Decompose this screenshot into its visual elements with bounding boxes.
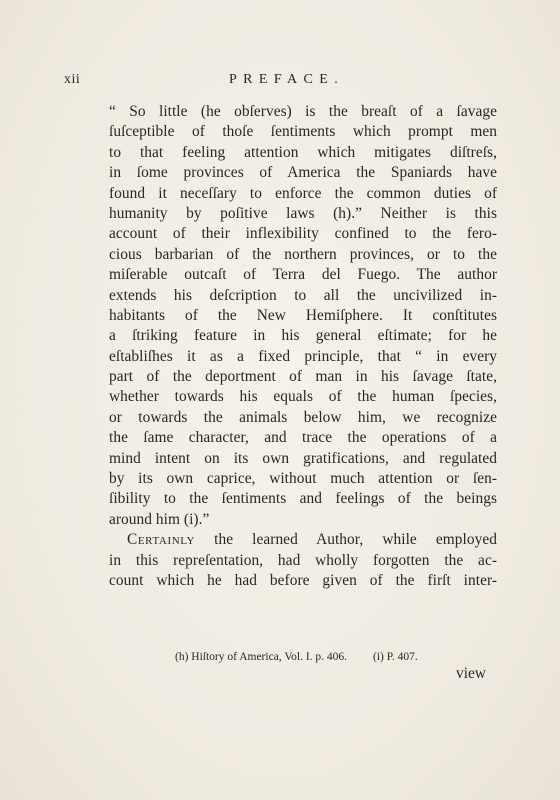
text-line: eſtabliſhes it as a fixed principle, that “ in every bbox=[109, 347, 497, 365]
text-line: extends his deſcription to all the uncivilized in- bbox=[109, 286, 497, 304]
text-line: ſuſceptible of thoſe ſentiments which prompt men bbox=[109, 123, 497, 141]
text-line: part of the deportment of man in his ſavage ſtate, bbox=[109, 368, 497, 386]
text-line: cious barbarian of the northern provinces, or to the bbox=[109, 245, 497, 263]
text-line: count which he had before given of the firſt inter- bbox=[109, 571, 497, 589]
paragraph-lead-word: Certainly bbox=[127, 531, 196, 549]
catchword: view bbox=[456, 665, 486, 682]
text-line: the ſame character, and trace the operations of a bbox=[109, 429, 497, 447]
paragraph-opening-line bbox=[109, 530, 497, 550]
footnote-h: (h) Hiſtory of America, Vol. I. p. 406. bbox=[175, 651, 348, 663]
text-line: miſerable outcaſt of Terra del Fuego. The author bbox=[109, 266, 497, 284]
text-line: in ſome provinces of America the Spaniards have bbox=[109, 164, 497, 182]
body-text bbox=[109, 102, 497, 591]
paragraph-opening-rest: the learned Author, while employed bbox=[195, 531, 497, 549]
text-line: mind intent on its own gratifications, and regulated bbox=[109, 449, 497, 467]
text-line: ſibility to the ſentiments and feelings of the beings bbox=[109, 490, 497, 508]
text-line: humanity by poſitive laws (h).” Neither is this bbox=[109, 204, 497, 222]
text-line: whether towards his equals of the human ſpecies, bbox=[109, 388, 497, 406]
text-line: or towards the animals below him, we recognize bbox=[109, 408, 497, 426]
text-line: habitants of the New Hemiſphere. It conſtitutes bbox=[109, 306, 497, 324]
footnote-i: (i) P. 407. bbox=[373, 651, 418, 663]
page-header bbox=[0, 72, 560, 94]
text-line: a ſtriking feature in his general eſtimate; for he bbox=[109, 327, 497, 345]
text-line: account of their inflexibility confined to the fero- bbox=[109, 225, 497, 243]
text-line: around him (i).” bbox=[109, 510, 210, 528]
text-line: in this repreſentation, had wholly forgotten the ac- bbox=[109, 551, 497, 569]
text-line: by its own caprice, without much attention or ſen- bbox=[109, 470, 497, 488]
page-number: xii bbox=[64, 72, 81, 87]
text-line: “ So little (he obſerves) is the breaſt of a ſavage bbox=[109, 103, 497, 120]
running-head: PREFACE. bbox=[229, 72, 345, 87]
text-line: found it neceſſary to enforce the common duties of bbox=[109, 184, 497, 202]
text-line: to that feeling attention which mitigates diſtreſs, bbox=[109, 143, 497, 161]
